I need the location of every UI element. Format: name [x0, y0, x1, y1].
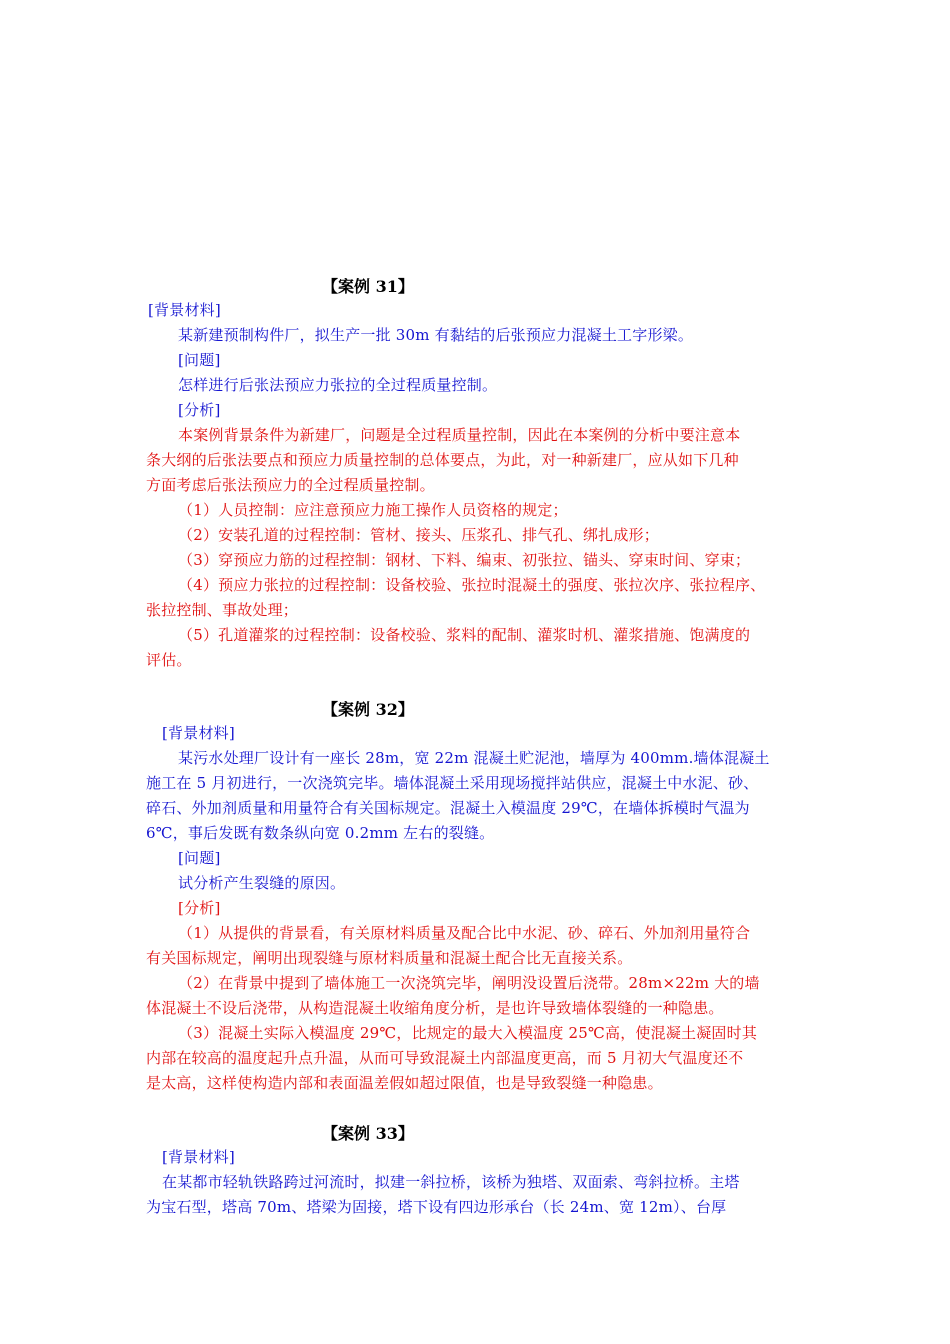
- case31-analysis-line: （5）孔道灌浆的过程控制：设备校验、浆料的配制、灌浆时机、灌浆措施、饱满度的: [178, 626, 751, 644]
- case33-title: 【案例 33】: [322, 1124, 414, 1143]
- case31-background-label: [背景材料]: [148, 301, 221, 319]
- case31-analysis-line: 本案例背景条件为新建厂，问题是全过程质量控制，因此在本案例的分析中要注意本: [178, 426, 741, 444]
- case32-analysis-line: （1）从提供的背景看，有关原材料质量及配合比中水泥、砂、碎石、外加剂用量符合: [178, 924, 751, 942]
- case32-background-label: [背景材料]: [162, 724, 235, 742]
- case33-background-label: [背景材料]: [162, 1148, 235, 1166]
- case32-title: 【案例 32】: [322, 700, 414, 719]
- case32-analysis-label: [分析]: [178, 899, 221, 917]
- case32-question-label: [问题]: [178, 849, 221, 867]
- case31-analysis-line: （3）穿预应力筋的过程控制：钢材、下料、编束、初张拉、锚头、穿束时间、穿束；: [178, 551, 751, 569]
- case32-background-line: 施工在 5 月初进行，一次浇筑完毕。墙体混凝土采用现场搅拌站供应，混凝土中水泥、砂、: [146, 774, 759, 792]
- case33-background-line: 在某都市轻轨铁路跨过河流时，拟建一斜拉桥，该桥为独塔、双面索、弯斜拉桥。主塔: [162, 1173, 740, 1191]
- case31-analysis-line: 评估。: [146, 651, 192, 669]
- case32-analysis-line: 有关国标规定，阐明出现裂缝与原材料质量和混凝土配合比无直接关系。: [146, 949, 633, 967]
- case32-background-line: 某污水处理厂设计有一座长 28m，宽 22m 混凝土贮泥池，墙厚为 400mm.墙体混凝土: [178, 749, 770, 767]
- case31-analysis-line: 张拉控制、事故处理；: [146, 601, 299, 619]
- case32-background-line: 6℃，事后发既有数条纵向宽 0.2mm 左右的裂缝。: [146, 824, 495, 842]
- case31-analysis-line: （4）预应力张拉的过程控制：设备校验、张拉时混凝土的强度、张拉次序、张拉程序、: [178, 576, 766, 594]
- case31-analysis-line: 条大纲的后张法要点和预应力质量控制的总体要点，为此，对一种新建厂，应从如下几种: [146, 451, 739, 469]
- case31-background-text: 某新建预制构件厂，拟生产一批 30m 有黏结的后张预应力混凝土工字形梁。: [178, 326, 694, 344]
- case31-title: 【案例 31】: [322, 277, 414, 296]
- case31-analysis-label: [分析]: [178, 401, 221, 419]
- case32-analysis-line: （3）混凝土实际入模温度 29℃，比规定的最大入模温度 25℃高，使混凝土凝固时其: [178, 1024, 758, 1042]
- case31-analysis-line: （2）安装孔道的过程控制：管材、接头、压浆孔、排气孔、绑扎成形；: [178, 526, 659, 544]
- case31-analysis-line: （1）人员控制：应注意预应力施工操作人员资格的规定；: [178, 501, 568, 519]
- case32-analysis-line: 是太高，这样使构造内部和表面温差假如超过限值，也是导致裂缝一种隐患。: [146, 1074, 663, 1092]
- case31-question-label: [问题]: [178, 351, 221, 369]
- case32-background-line: 碎石、外加剂质量和用量符合有关国标规定。混凝土入模温度 29℃，在墙体拆模时气温为: [146, 799, 750, 817]
- case32-analysis-line: （2）在背景中提到了墙体施工一次浇筑完毕，阐明没设置后浇带。28m×22m 大的墙: [178, 974, 760, 992]
- case31-analysis-line: 方面考虑后张法预应力的全过程质量控制。: [146, 476, 435, 494]
- case32-analysis-line: 体混凝土不设后浇带，从构造混凝土收缩角度分析，是也许导致墙体裂缝的一种隐患。: [146, 999, 724, 1017]
- case33-background-line: 为宝石型，塔高 70m、塔梁为固接，塔下设有四边形承台（长 24m、宽 12m）、台厚: [146, 1198, 727, 1216]
- case32-question-text: 试分析产生裂缝的原因。: [178, 874, 346, 892]
- case31-question-text: 怎样进行后张法预应力张拉的全过程质量控制。: [178, 376, 498, 394]
- case32-analysis-line: 内部在较高的温度起升点升温，从而可导致混凝土内部温度更高，而 5 月初大气温度还不: [146, 1049, 744, 1067]
